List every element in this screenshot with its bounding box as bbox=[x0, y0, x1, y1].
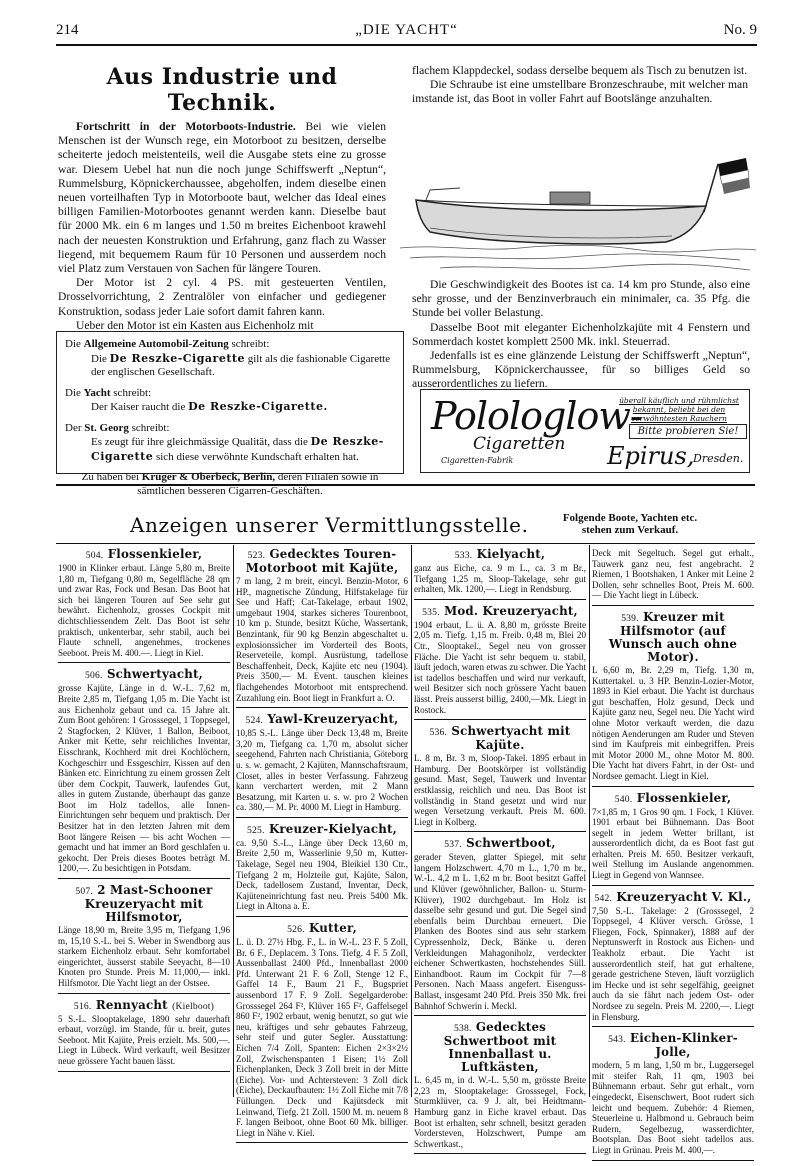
listing-text: 1904 erbaut, L. ü. A. 8,80 m, grösste Breite 2,05 m. Tiefg. 1,15 m. Freib. 0,48 m, Blei 20 Ctr., Slooptakel., Segel neu von grosser Fläche. Die Yacht ist sehr bequem u. stabil, läuft jedoch, waren etwas zu schwer. Die Yacht ist tadellos beschaffen und wird nur verkauft, weil Besitzer sich noch grössere Yacht bauen lässt. Preis ausserst billig, 2400,—Mk. Liegt in Rostock. bbox=[414, 619, 586, 715]
listing-item bbox=[592, 1032, 754, 1160]
pololoplow-logo: Polologlow- bbox=[431, 394, 642, 438]
listing-item bbox=[414, 1021, 586, 1154]
listing-title-text: Schwertyacht mit Kajüte. bbox=[451, 724, 571, 753]
listing-text: 7,50 S.-L. Takelage: 2 (Grosssegel, 2 Toppsegel, 4 Klüver versch. Grösse, 1 Fliegen, Fock, Spinnaker), 1888 auf der Neptunswerft in Rostock aus Eichen- und Teakholz erbaut. Die Yacht ist ausserordentlich steif, hat gut erhaltene, gerade gestrichene Steven, läuft vorzüglich im Hecke und ist sehr segelfähig, geeignet auch da sie fährt nach jedem Ost- oder Nordsee zu segeln. Preis M. 2200,—. Liegt in Flensburg. bbox=[592, 905, 754, 1022]
listing-number: 535. bbox=[422, 606, 440, 618]
listing-text: L 6,60 m, Br. 2,29 m, Tiefg. 1,30 m, Kuttertakel. u. 3 HP. Benzin-Lozier-Motor, 1893 in Kiel erbaut. Die Yacht ist durchaus gut beschaffen, Holz gesund, Deck und Kajüte ganz neu, Segel neu. Die Yacht wird ohne Motor verkauft werden, die dazu nötigen Aenderungen am Ruder und Steven sind im Kaufpreis mit einbegriffen. Preis mit Motor 2000 M., ohne Motor M. 800. Die Yacht hat divers Fahrt, in der Ost- und Nordsee gemacht. Liegt in Kiel. bbox=[592, 664, 754, 781]
reszke-line-3: Die Yacht schreibt: bbox=[65, 386, 152, 399]
column-rule bbox=[233, 545, 234, 1097]
listing-title bbox=[592, 891, 754, 905]
issue-number: No. 9 bbox=[723, 22, 757, 38]
pololoplow-tagline: überall käuflich und rühmlichst bekannt, beliebt bei den verwöhntesten Rauchern bbox=[619, 396, 739, 423]
listing-title-text: Eichen-Klinker-Jolle, bbox=[630, 1031, 738, 1060]
column-rule bbox=[411, 545, 412, 1097]
article-paragraph-r5: Jedenfalls ist es eine glänzende Leistung der Schiffswerft „Neptun“, Rummelsburg, Köpnickerchaussee, für so billiges Geld so ausserordentliches zu liefern. bbox=[412, 349, 750, 391]
listing-title bbox=[414, 725, 586, 752]
article-paragraph-3: Ueber den Motor ist ein Kasten aus Eichenholz mit bbox=[76, 318, 314, 332]
listing-text: ganz aus Eiche, ca. 9 m L., ca. 3 m Br., Tiefgang 1,25 m, Sloop-Takelage, sehr gut erhalten, Mk. 1200,—. Liegt in Rendsburg. bbox=[414, 563, 586, 595]
listing-item bbox=[236, 922, 408, 1143]
listing-item bbox=[414, 605, 586, 720]
listing-title-text: Rennyacht bbox=[95, 997, 168, 1012]
listing-item bbox=[414, 548, 586, 600]
listing-separator bbox=[414, 831, 586, 832]
listing-number: 533. bbox=[454, 550, 473, 561]
motorboat-illustration bbox=[400, 140, 756, 280]
listing-title-text: Flossenkieler, bbox=[107, 547, 203, 561]
listing-title-text: Flossenkieler, bbox=[636, 790, 732, 805]
listing-number: 540. bbox=[614, 793, 633, 805]
anzeigen-divider bbox=[56, 543, 755, 544]
section-divider bbox=[56, 484, 755, 486]
listing-item bbox=[592, 792, 754, 886]
listing-separator bbox=[414, 599, 586, 600]
listing-separator bbox=[58, 1071, 230, 1072]
listing-title bbox=[58, 668, 230, 682]
listing-separator bbox=[58, 993, 230, 994]
listing-separator bbox=[592, 885, 754, 886]
listing-title-text: Schwertboot, bbox=[466, 836, 556, 851]
article-paragraph-1 bbox=[58, 120, 386, 276]
listing-title-text: Mod. Kreuzeryacht, bbox=[444, 603, 578, 618]
listing-item bbox=[58, 668, 230, 879]
listing-number: 506. bbox=[85, 670, 103, 682]
listing-separator bbox=[414, 1015, 586, 1016]
listing-separator bbox=[414, 1153, 586, 1154]
ads-column-1 bbox=[58, 548, 230, 1077]
article-text-1: Bei wie vielen Menschen ist der Wunsch rege, ein Motorboot zu besitzen, derselbe scheiterte jedoch meistenteils, weil die Ausgabe stets eine zu grosse war. Diesem Uebel hat nun die noch junge Schiffswerft „Neptun“, Rummelsburg, Köpnickerchaussee, abgeholfen, indem dieselbe einen neuen vorteilhaften Typ in Motorboote baut, welcher das Ideal eines billigen Familien-Motorbootes genannt werden kann. Dieselbe baut für 2000 Mk. ein 6 m langes und 1.50 m breites Eichenboot krawehl nach der neuesten Konstruktion und Erfahrung, ganz flach zu Wasser liegend, mit bequemem Raum für 10 Personen und ausserdem noch viel Platz zum Verstauen von Sachen für längere Touren. bbox=[58, 120, 386, 276]
reszke-line-2: Die De Reszke-Cigarette gilt als die fashionable Cigarette der englischen Gesellschaft. bbox=[91, 351, 391, 378]
listing-number: 537. bbox=[444, 839, 462, 851]
de-reszke-advertisement bbox=[56, 331, 404, 497]
listing-title-extra: (Kielboot) bbox=[172, 1000, 215, 1012]
listing-text: L. ü. D. 27½ Hbg. F., L. in W.-L. 23 F. 5 Zoll, Br. 6 F., Deplacem. 3 Tons. Tiefg. 4 F. 5 Zoll, Aussenballast 2400 Pfd., Innenballast 2000 Pfd. Unterwant 21 F. 6 Zoll, Stenge 12 F., Gaffel 14 F., Baum 21 F., Bugspriet aussenbord 17 F. 9 Zoll. Segelgarderobe: Grosssegel 264 F², Klüver 165 F², Gaffelsegel 860 F², 1902 erbaut, wenig benutzt, so gut wie neu, kräftiges und sehr gebautes Fahrzeug, sehr steif und guter Segler. Ausstattung: Eichen 7/4 Zoll, Spanten: Eichen 2×3×2½ Zoll, Zwischenspanten 1 Eisen; 1½ Zoll Eichenplanken, Deck 3 Zoll breit in der Mitte (Eiche). Vor- und Achtersteven: 3 Zoll dick (Eiche), Deckaufbauten: 1½ Zoll Eiche mit 7/8 Füllungen. Deck und Kajütsdeck mit Leinwand, Tiefg. 21 Zoll. 1500 M. m. neuem 8 F. langen Beiboot, ohne Boot 60 Mk. billiger. Liegt in Nähe v. Kiel. bbox=[236, 937, 408, 1138]
reszke-line-7: Zu haben bei Krüger & Oberbeck, Berlin, deren Filialen sowie in sämtlichen besseren Cigarren-Geschäften. bbox=[81, 471, 379, 497]
listing-title bbox=[592, 611, 754, 664]
listing-text: 7 m lang, 2 m breit, eincyl. Benzin-Motor, 6 HP., magnetische Zündung, Hilfstakelage für See und Haff; Cat-Takelage, erbaut 1902, umgebaut 1904, starkes sicheres Tourenboot, 10 km p. Stunde, besitzt Küche, Wassertank, Benzintank, für 90 kg Benzin abgeschaltet u. explosionssicher im Vorderteil des Boots, Reserveteile, kompl. Ausrüstung, tadellose Beschaffenheit, Deck, Kajüte etc neu (1904). Preis 3500,— M. Event. tauschen kleines flachgehendes Motorboot mit entsprechend. Zuzahlung ein. Boot liegt in Frankfurt a. O. bbox=[236, 576, 408, 703]
reszke-line-6: Es zeugt für ihre gleichmässige Qualität, dass die De Reszke-Cigarette sich diese verwöhnte Kundschaft erhalten hat. bbox=[91, 435, 384, 463]
listing-number: 524. bbox=[245, 715, 264, 727]
dresden-label: Dresden. bbox=[693, 452, 744, 465]
listing-title bbox=[236, 823, 408, 837]
listing-text: ca. 9,50 S.-L., Länge über Deck 13,60 m, Breite 2,50 m, Wasserlinie 9,50 m, Kutter-Takelage, Segel neu 1904, Bleikiel 130 Ctr., Tiefgang 2 m, Holzteile gut, Kajüte, Salon, Deck, tadellosem Zustand, Inventar, Deck, Kajüteneinrichtung fast neu. Preis 5400 Mk. Liegt in Altona a. E. bbox=[236, 837, 408, 912]
listing-title bbox=[592, 792, 754, 806]
listing-item bbox=[592, 891, 754, 1028]
ads-column-2 bbox=[236, 548, 408, 1148]
listing-text: gerader Steven, glatter Spiegel, mit sehr langem Holzschwert. 4,70 m L., 1,70 m br., W.-L. 4,2 m L. 1,62 m br. Boot besitzt Gaffel und Klüver (gewöhnlicher, Ballon- u. Sturm-Klüver), 1902 durchgebaut. Im Holz ist dasselbe sehr gesund und gut. Die Segel sind ebenfalls beim Durchbau erneuert. Die Planken des Bootes sind aus sehr starkem Cypressenholz, Deck, Bänke u. deren Verkleidungen Mahagoniholz, verdeckter eichener Schwertkasten, hochstehendes Süll. Einhandboot. Raum im Cockpit für 7—8 Personen. Nach Maass angefert. Eisenguss-Ballast, insgesamt 240 Pfd. Preis 350 Mk. frei Bahnhof Schwerin i. Meckl. bbox=[414, 852, 586, 1011]
listing-separator bbox=[236, 817, 408, 818]
listing-separator bbox=[592, 1160, 754, 1161]
listing-item bbox=[414, 837, 586, 1016]
listing-number: 536. bbox=[429, 727, 448, 739]
listing-text: Deck mit Segeltuch. Segel gut erhalt., Tauwerk ganz neu, fest angebracht. 2 Riemen, 1 Bootshaken, 1 Anker mit Leine 2 Dollen, sehr schnelles Boot, Preis M. 600. — Die Yacht liegt in Lübeck. bbox=[592, 548, 754, 601]
listing-number: 542. bbox=[594, 892, 613, 904]
listing-title-text: Kreuzer-Kielyacht, bbox=[268, 821, 397, 836]
listing-text: 5 S.-L. Slooptakelage, 1890 sehr dauerhaft erbaut, vorzügl. im Stande, für u. breit, gutes Seeboot. Mit Kajüte, Preis erzielt. Ms. 500,—. Liegt in Lübeck. Wird verkauft, weil Besitzer neue grössere Yacht bauen lässt. bbox=[58, 1013, 230, 1066]
listing-text: modern, 5 m lang, 1,50 m br., Luggersegel mit steifer Rah, 11 qm, 1903 bei Bühnemann erbaut. Sehr gut erhalt., vorn eingedeckt, Eisenschwert, Boot rudert sich leicht und bequem. Zubehör: 4 Riemen, Steuerleine u. Halbmond u. Gebrauch beim Rudern, Segelbezug, wasserdichter, Bootsplan. Das Boot sieht tadellos aus. Liegt in Grünau. Preis M. 400,—. bbox=[592, 1060, 754, 1155]
listing-separator bbox=[592, 1026, 754, 1027]
listing-number: 516. bbox=[73, 1000, 92, 1012]
epirus-logo: Epirus, bbox=[607, 442, 695, 470]
motor-box bbox=[550, 192, 590, 204]
listing-title bbox=[236, 713, 408, 727]
listing-title bbox=[414, 1021, 586, 1074]
listing-item bbox=[592, 548, 754, 606]
reszke-line-1: Die Allgemeine Automobil-Zeitung schreibt: bbox=[65, 338, 270, 350]
article-right-bottom bbox=[412, 278, 750, 392]
listing-text: grosse Kajüte, Länge in d. W.-L. 7,62 m, Breite 2,85 m, Tiefgang 1,05 m. Die Yacht ist aus Eichenholz gebaut und ca. 15 Jahre alt. Zum Boot gehören: 1 Grosssegel, 1 Toppsegel, 2 Stagfocken, 2 Klüver, 1 Ballon, Beiboot, Anker mit Kette, sehr reichliches Inventar, Eisschrank, Kochherd mit drei Kochlöchern, Kochgeschirr und Essgeschirr, Kissen auf den Bänken etc. Einrichtung zu einem grossen Zelt über dem Cockpit, Tauwerk, laufendes Gut, alles in gutem Zustande, überhaupt das ganze Boot im Holz tadellos, alle Innen-Einrichtungen sehr bequem und praktisch. Der Besitzer hat in den letzten Jahren mit dem Boot längere Reisen — bis acht Wochen — gemacht und hat immer an Bord geschlafen u. gekocht. Der Preis dieses Bootes beträgt M. 1200,—. Zu besichtigen in Potsdam. bbox=[58, 683, 230, 874]
listing-item bbox=[58, 548, 230, 663]
listing-text: 7×1,85 m, 1 Gros 90 qm. 1 Fock, 1 Klüver. 1901 erbaut bei Bühnemann. Das Boot segelt in jedem Wetter brillant, ist ausserordentlich dicht, da es Boot fast gut erhalten. Preis M. 650. Besitzer verkauft, weil Stellung im Auslande angenommen. Liegt in Gegend von Wannsee. bbox=[592, 806, 754, 881]
pololoplow-bitte: Bitte probieren Sie! bbox=[629, 424, 747, 439]
page-header bbox=[56, 20, 757, 46]
listing-title-text: Kutter, bbox=[309, 921, 357, 936]
listing-item bbox=[236, 823, 408, 917]
listing-number: 507. bbox=[75, 886, 93, 898]
article-heading: Aus Industrie und Technik. bbox=[106, 64, 338, 116]
listing-text: L. 6,45 m, in d. W.-L. 5,50 m, grösste Breite 2,23 m, Slooptakelage: Grosssegel, Fock, Sturmklüver, ca. 9 J. alt, bei Heidtmann-Hamburg ganz in Eiche kravel erbaut. Das Boot ist erhalten, sehr schnell, besitzt geraden Vordersteven, Holzschwert, Pumpe am Schwertkast., bbox=[414, 1075, 586, 1149]
fabrik-label: Cigaretten-Fabrik bbox=[441, 456, 514, 465]
listing-text: 10,85 S.-L. Länge über Deck 13,48 m, Breite 3,20 m, Tiefgang ca. 1,70 m, absolut sicher seegehend, Fahrten nach Christiania, Göteborg u. s. w. gemacht, 2 Kajüten, Mannschaftsraum, Closet, alles in bester Verfassung. Fahrzeug kann verchartert werden, mit 2 Mann Besatzung, mit Karten u. s. w. pro 2 Wochen ca. 380,— M. Pr. 4000 M. Liegt in Hamburg. bbox=[236, 728, 408, 813]
pololoplow-advertisement bbox=[420, 389, 750, 473]
listing-separator bbox=[592, 605, 754, 606]
listing-separator bbox=[414, 719, 586, 720]
listing-separator bbox=[236, 1142, 408, 1143]
listing-number: 523. bbox=[247, 550, 266, 561]
anzeigen-title: Anzeigen unserer Vermittlungsstelle. bbox=[130, 513, 529, 537]
listing-number: 526. bbox=[287, 924, 305, 936]
listing-item bbox=[236, 548, 408, 708]
ads-column-3 bbox=[414, 548, 586, 1159]
ads-column-4 bbox=[592, 548, 754, 1166]
listing-title-text: 2 Mast-Schooner Kreuzeryacht mit Hilfsmotor, bbox=[84, 883, 213, 925]
reszke-line-4: Der Kaiser raucht die De Reszke-Cigarette. bbox=[91, 400, 328, 413]
article-paragraph-r4: Dasselbe Boot mit eleganter Eichenholzkajüte mit 4 Fenstern und Sommerdach kostet komplett 2500 Mk. inkl. Steuerrad. bbox=[412, 320, 750, 348]
listing-item bbox=[592, 611, 754, 787]
listing-title bbox=[236, 922, 408, 936]
listing-separator bbox=[58, 662, 230, 663]
listing-text: Länge 18,90 m, Breite 3,95 m, Tiefgang 1,96 m, 15,10 S.-L. bei S. Weber in Swendborg aus starkem Eichenholz erbaut. Sehr komfortabel eingerichtet, äusserst stabile Seeyacht, 8—10 Knoten pro Stunde. Preis M. 11,000,— inkl. Hilfsmotor. Die Yacht liegt an der Ostsee. bbox=[58, 925, 230, 988]
listing-item bbox=[236, 713, 408, 818]
journal-title: „DIE YACHT“ bbox=[355, 22, 458, 38]
column-rule bbox=[589, 545, 590, 1097]
article-paragraph-r2: Die Schraube ist eine umstellbare Bronzeschraube, mit welcher man imstande ist, das Boot in voller Fahrt auf Bootslänge anzuhalten. bbox=[412, 78, 748, 106]
listing-title-text: Gedecktes Schwertboot mit Innenballast u. Luftkästen, bbox=[443, 1020, 557, 1075]
listing-number: 543. bbox=[608, 1034, 626, 1046]
listing-title bbox=[58, 999, 230, 1013]
listing-title-text: Gedecktes Touren-Motorboot mit Kajüte, bbox=[245, 547, 399, 575]
flag bbox=[704, 158, 750, 212]
listing-title-text: Kreuzer mit Hilfsmotor (auf Wunsch auch ohne Motor). bbox=[608, 609, 738, 664]
listing-title-text: Yawl-Kreuzeryacht, bbox=[267, 712, 399, 727]
listing-separator bbox=[592, 786, 754, 787]
listing-title bbox=[58, 548, 230, 562]
listing-title bbox=[592, 1032, 754, 1059]
listing-number: 504. bbox=[85, 550, 104, 561]
listing-title-text: Schwertyacht, bbox=[106, 667, 203, 682]
listing-title-text: Kreuzeryacht V. Kl., bbox=[616, 889, 752, 904]
listing-separator bbox=[236, 707, 408, 708]
listing-title bbox=[414, 605, 586, 619]
anzeigen-subtitle: Folgende Boote, Yachten etc. stehen zum Verkauf. bbox=[562, 512, 698, 536]
page-number: 214 bbox=[56, 22, 79, 38]
listing-title bbox=[414, 548, 586, 562]
article-paragraph-2: Der Motor ist 2 cyl. 4 PS. mit gesteuerten Ventilen, Drosselvorrichtung, 2 Zentralöler von einfacher und gediegener Konstruktion, sodass jeder Laie sofort damit fahren kann. bbox=[58, 276, 386, 318]
listing-number: 538. bbox=[454, 1023, 472, 1035]
listing-title bbox=[414, 837, 586, 851]
reszke-line-5: Der St. Georg schreibt: bbox=[65, 421, 170, 434]
listing-item bbox=[58, 999, 230, 1072]
listing-number: 525. bbox=[247, 824, 265, 836]
listing-title bbox=[236, 548, 408, 575]
listing-text: L. 8 m, Br. 3 m, Sloop-Takel. 1895 erbaut in Hamburg. Der Bootskörper ist vollständig gesund. Mast, Segel, Tauwerk und Inventar erstklassig, reichlich und neu. Das Boot ist vollständig in Stand gesetzt und wird nur wegen Versetzung verkauft. Preis M. 600. Liegt in Kolberg. bbox=[414, 753, 586, 827]
listing-title-text: Kielyacht, bbox=[476, 547, 546, 561]
listing-number: 539. bbox=[621, 612, 639, 624]
article-paragraph-r3: Die Geschwindigkeit des Bootes ist ca. 14 km pro Stunde, also eine sehr grosse, und der Benzinverbrauch ein minimaler, ca. 35 Pfg. die Stunde bei voller Belastung. bbox=[412, 278, 750, 320]
article-left bbox=[58, 64, 386, 333]
article-right-top bbox=[412, 64, 748, 107]
cigaretten-label: Cigaretten bbox=[473, 434, 566, 454]
listing-item bbox=[414, 725, 586, 832]
listing-separator bbox=[58, 878, 230, 879]
water-lines bbox=[400, 245, 756, 270]
listing-item bbox=[58, 884, 230, 994]
article-paragraph-r1: flachem Klappdeckel, sodass derselbe bequem als Tisch zu benutzen ist. bbox=[412, 64, 748, 77]
listing-text: 1900 in Klinker erbaut. Länge 5,80 m, Breite 1,80 m, Tiefgang 0,80 m, Segelfläche 28 qm und zwar Ras, Fock und Besan. Das Boot hat sich bei längeren Touren auf See sehr gut bewährt. Eichenholz, grosses Cockpit mit dichtschliessendem Zelt. Das Boot ist sehr praktisch, unkenterbar, sehr stabil, auch bei Flaute schnell, angenehmes, trockenes Seeboot. Preis M. 400.—. Liegt in Kiel. bbox=[58, 563, 230, 658]
article-lead: Fortschritt in der Motorboots-Industrie. bbox=[76, 120, 296, 133]
listing-title bbox=[58, 884, 230, 924]
listing-separator bbox=[236, 916, 408, 917]
